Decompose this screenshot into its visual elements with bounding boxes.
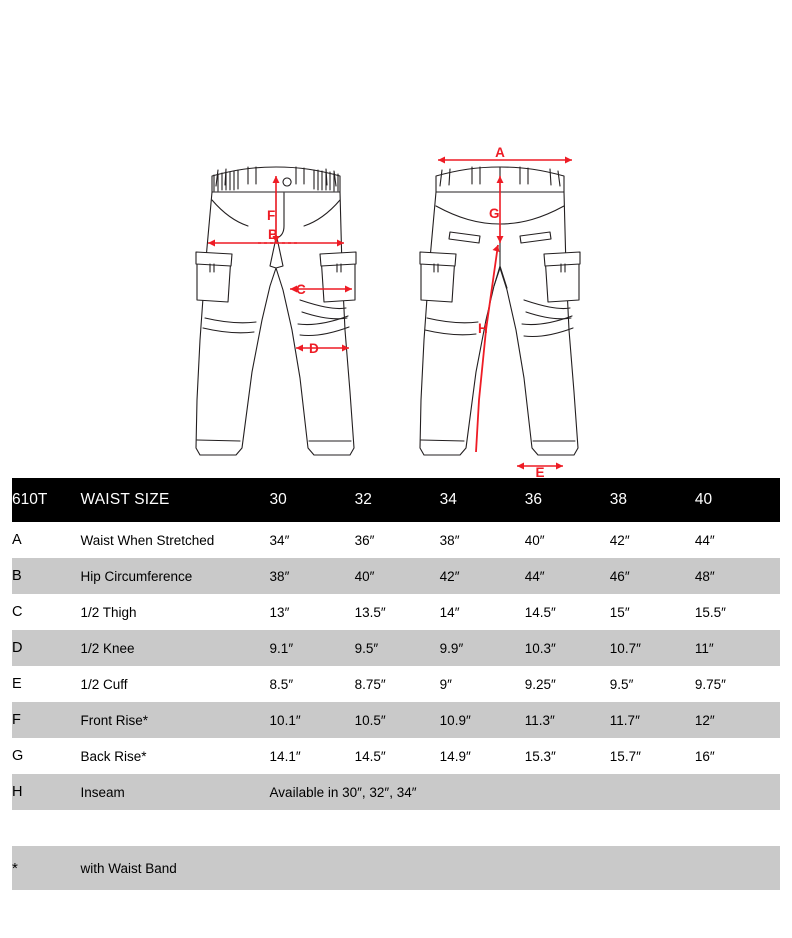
size-header-30: 30	[270, 478, 355, 522]
row-label: 1/2 Knee	[81, 630, 270, 666]
table-row	[12, 522, 780, 558]
row-value: 10.7″	[610, 630, 695, 666]
row-label: Back Rise*	[81, 738, 270, 774]
label-B: B	[268, 227, 278, 242]
spacer-cell	[12, 810, 780, 846]
row-label: Inseam	[81, 774, 270, 810]
row-value: 10.3″	[525, 630, 610, 666]
waist-size-header: WAIST SIZE	[81, 478, 270, 522]
row-value: 38″	[270, 558, 355, 594]
row-value: 40″	[355, 558, 440, 594]
footnote-label: with Waist Band	[81, 846, 780, 890]
row-value: 9.25″	[525, 666, 610, 702]
label-F: F	[267, 208, 276, 223]
row-value: 14.5″	[355, 738, 440, 774]
table-header-row	[12, 478, 780, 522]
row-value: 15″	[610, 594, 695, 630]
label-E: E	[535, 465, 545, 478]
row-value: 44″	[695, 522, 780, 558]
row-value: 16″	[695, 738, 780, 774]
row-value: 40″	[525, 522, 610, 558]
row-value: 9″	[440, 666, 525, 702]
row-label: Waist When Stretched	[81, 522, 270, 558]
row-code: B	[12, 558, 81, 594]
row-value: 42″	[440, 558, 525, 594]
row-value: 11.7″	[610, 702, 695, 738]
row-value: 14.1″	[270, 738, 355, 774]
inseam-note: Available in 30″, 32″, 34″	[270, 774, 780, 810]
row-label: 1/2 Cuff	[81, 666, 270, 702]
table-row	[12, 558, 780, 594]
row-value: 38″	[440, 522, 525, 558]
row-value: 9.9″	[440, 630, 525, 666]
row-value: 8.5″	[270, 666, 355, 702]
row-code: A	[12, 522, 81, 558]
size-chart-table	[12, 478, 780, 890]
label-C: C	[296, 282, 306, 297]
row-code: H	[12, 774, 81, 810]
row-value: 11.3″	[525, 702, 610, 738]
row-value: 48″	[695, 558, 780, 594]
table-row	[12, 702, 780, 738]
row-value: 46″	[610, 558, 695, 594]
table-spacer-row	[12, 810, 780, 846]
row-value: 15.7″	[610, 738, 695, 774]
row-value: 10.5″	[355, 702, 440, 738]
size-header-36: 36	[525, 478, 610, 522]
row-code: F	[12, 702, 81, 738]
size-header-40: 40	[695, 478, 780, 522]
row-value: 15.5″	[695, 594, 780, 630]
row-value: 11″	[695, 630, 780, 666]
row-value: 9.5″	[355, 630, 440, 666]
row-code: G	[12, 738, 81, 774]
row-value: 36″	[355, 522, 440, 558]
row-label: 1/2 Thigh	[81, 594, 270, 630]
table-row	[12, 738, 780, 774]
label-H: H	[478, 321, 488, 336]
row-value: 9.1″	[270, 630, 355, 666]
row-code: E	[12, 666, 81, 702]
row-value: 42″	[610, 522, 695, 558]
row-value: 14″	[440, 594, 525, 630]
row-value: 8.75″	[355, 666, 440, 702]
row-code: C	[12, 594, 81, 630]
size-header-34: 34	[440, 478, 525, 522]
table-row	[12, 666, 780, 702]
table-header	[12, 478, 780, 522]
size-header-32: 32	[355, 478, 440, 522]
table-row-inseam	[12, 774, 780, 810]
row-value: 44″	[525, 558, 610, 594]
row-value: 15.3″	[525, 738, 610, 774]
row-value: 14.9″	[440, 738, 525, 774]
row-value: 9.5″	[610, 666, 695, 702]
label-D: D	[309, 341, 319, 356]
table-row	[12, 594, 780, 630]
footnote-row	[12, 846, 780, 890]
row-value: 10.9″	[440, 702, 525, 738]
style-code-cell: 610T	[12, 478, 81, 522]
row-value: 34″	[270, 522, 355, 558]
label-A: A	[495, 145, 505, 160]
row-label: Front Rise*	[81, 702, 270, 738]
row-value: 13″	[270, 594, 355, 630]
row-value: 12″	[695, 702, 780, 738]
row-value: 13.5″	[355, 594, 440, 630]
row-value: 14.5″	[525, 594, 610, 630]
footnote-marker: *	[12, 846, 81, 890]
row-value: 10.1″	[270, 702, 355, 738]
label-G: G	[489, 206, 500, 221]
row-value: 9.75″	[695, 666, 780, 702]
row-code: D	[12, 630, 81, 666]
table-row	[12, 630, 780, 666]
table-body	[12, 522, 780, 890]
row-label: Hip Circumference	[81, 558, 270, 594]
size-header-38: 38	[610, 478, 695, 522]
